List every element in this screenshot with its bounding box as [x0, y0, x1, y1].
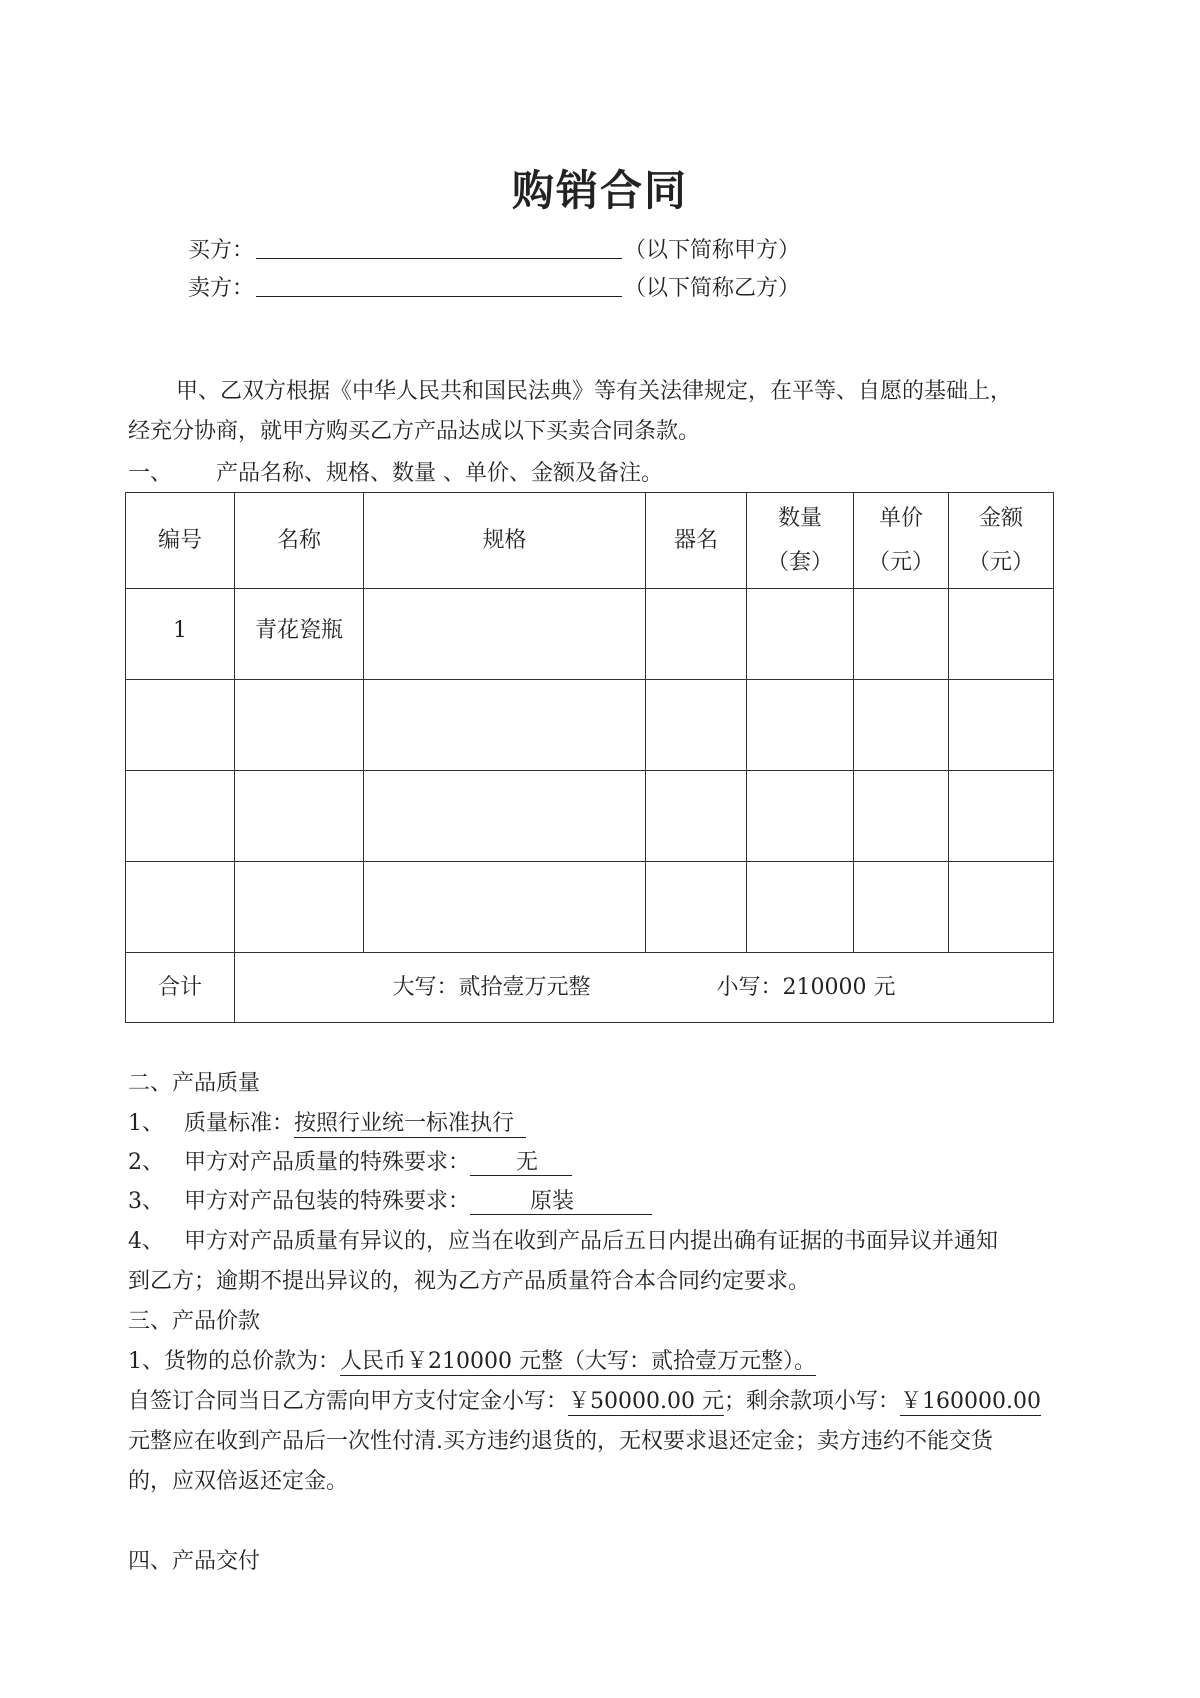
- header-qty: 数量 （套）: [747, 493, 854, 589]
- header-price: 单价 （元）: [854, 493, 949, 589]
- table-row: [126, 680, 1054, 771]
- section3-title: 三、产品价款: [128, 1309, 261, 1334]
- header-name: 名称: [235, 493, 364, 589]
- deposit-value: ￥50000.00 元: [568, 1389, 724, 1414]
- section1-title: 产品名称、规格、数量 、单价、金额及备注。: [216, 461, 664, 486]
- quality-standard-value: 按照行业统一标准执行: [294, 1111, 526, 1138]
- seller-line: [188, 274, 800, 304]
- section1-heading: [128, 456, 663, 487]
- intro-line-1: 甲、乙双方根据《中华人民共和国民法典》等有关法律规定，在平等、自愿的基础上，: [176, 379, 1013, 404]
- remaining-value: ￥160000.00: [900, 1389, 1041, 1414]
- header-amount: 金额 （元）: [949, 493, 1054, 589]
- buyer-line: [188, 236, 800, 266]
- document-title: 购销合同: [511, 166, 688, 215]
- section1-num: 一、: [128, 461, 173, 486]
- quality-special-value: 无: [470, 1150, 572, 1176]
- quality-item-2: 2、 甲方对产品质量的特殊要求： 无: [128, 1145, 572, 1176]
- price-line-2: 自签订合同当日乙方需向甲方支付定金小写：￥50000.00 元；剩余款项小写：￥160000.00: [128, 1389, 1041, 1414]
- price-line-4: 的，应双倍返还定金。: [128, 1469, 349, 1494]
- table-row: [126, 862, 1054, 953]
- seller-label: 卖方：: [188, 276, 255, 301]
- product-table: [125, 492, 1054, 1023]
- seller-suffix: （以下简称乙方）: [624, 276, 801, 301]
- buyer-label: 买方：: [188, 238, 255, 263]
- header-no: 编号: [126, 493, 235, 589]
- buyer-blank: [256, 236, 622, 259]
- cell-device: [646, 589, 747, 680]
- buyer-suffix: （以下简称甲方）: [624, 238, 801, 263]
- cell-qty: [747, 589, 854, 680]
- total-price-value: 人民币￥210000 元整（大写：贰拾壹万元整）。: [340, 1349, 816, 1374]
- section2-title: 二、产品质量: [128, 1071, 261, 1096]
- quality-item-4-line-2: 到乙方；逾期不提出异议的，视为乙方产品质量符合本合同约定要求。: [128, 1269, 811, 1294]
- quality-item-3: 3、 甲方对产品包装的特殊要求： 原装: [128, 1184, 652, 1215]
- total-lower: 小写：210000 元: [716, 974, 896, 1000]
- header-device: 器名: [646, 493, 747, 589]
- cell-name: 青花瓷瓶: [235, 589, 364, 680]
- price-line-3: 元整应在收到产品后一次性付清.买方违约退货的，无权要求退还定金；卖方违约不能交货: [128, 1429, 993, 1454]
- cell-spec: [364, 589, 646, 680]
- section4-title: 四、产品交付: [128, 1549, 261, 1574]
- total-upper: 大写：贰拾壹万元整: [392, 974, 591, 1000]
- cell-price: [854, 589, 949, 680]
- table-row: [126, 589, 1054, 680]
- price-item-1: 1、货物的总价款为：人民币￥210000 元整（大写：贰拾壹万元整）。: [128, 1349, 816, 1374]
- table-row: [126, 771, 1054, 862]
- header-spec: 规格: [364, 493, 646, 589]
- quality-item-1: 1、 质量标准：按照行业统一标准执行: [128, 1106, 526, 1137]
- packaging-special-value: 原装: [470, 1189, 652, 1215]
- total-label: 合计: [126, 953, 235, 1023]
- total-values: [235, 953, 1054, 1023]
- cell-amount: [949, 589, 1054, 680]
- table-header-row: [126, 493, 1054, 589]
- intro-line-2: 经充分协商，就甲方购买乙方产品达成以下买卖合同条款。: [128, 419, 701, 444]
- seller-blank: [256, 274, 622, 297]
- quality-item-4-line-1: 4、 甲方对产品质量有异议的，应当在收到产品后五日内提出确有证据的书面异议并通知: [128, 1229, 999, 1254]
- table-total-row: [126, 953, 1054, 1023]
- cell-no: 1: [126, 589, 235, 680]
